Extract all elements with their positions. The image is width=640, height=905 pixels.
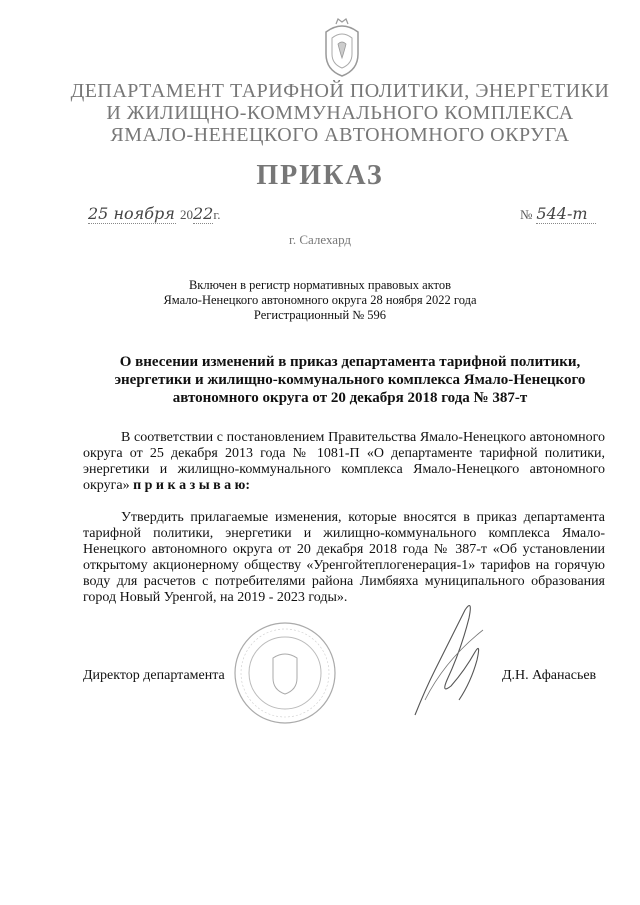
order-date [88,204,248,224]
body-paragraph-2: Утвердить прилагаемые изменения, которые вносятся в приказ департамента тарифной политики, энергетики и жилищно-коммунального комплекса Ямало-Ненецкого автономного округа от 20 декабря 2018 года № 387-т «Об установлении открытому акционерному обществу «Уренгойтеплогенерация-1» тарифов на горячую воду для расчетов с потребителями района Лимбяяха муниципального образования город Новый Уренгой, на 2019 - 2023 годы». [83,510,605,605]
order-number [520,204,610,224]
order-keyword: п р и к а з ы в а ю: [133,478,251,493]
signatory-position: Директор департамента [83,668,225,683]
number-handwritten: 544-т [536,204,596,224]
number-label: № [520,207,533,222]
registration-line-2: Ямало-Ненецкого автономного округа 28 ноября 2022 года [163,293,477,307]
department-name-line-1: ДЕПАРТАМЕНТ ТАРИФНОЙ ПОЛИТИКИ, ЭНЕРГЕТИКИ [70,80,610,102]
signatory-name: Д.Н. Афанасьев [502,668,597,683]
department-name-line-3: ЯМАЛО-НЕНЕЦКОГО АВТОНОМНОГО ОКРУГА [110,124,570,146]
paragraph-1-text: В соответствии с постановлением Правительства Ямало-Ненецкого автономного округа от 25 декабря 2013 года № 1081-П «О департаменте тарифной политики, энергетики и жилищно-коммунального комплекса Ямало-Ненецкого автономного округа» [83,430,605,493]
document-title: ПРИКАЗ [256,160,384,191]
year-handwritten: 22 [193,204,214,223]
year-prefix: 20 [180,207,193,222]
department-name-line-2: И ЖИЛИЩНО-КОММУНАЛЬНОГО КОМПЛЕКСА [106,102,574,124]
year-suffix: г. [213,207,221,222]
city: г. Салехард [288,232,352,247]
coat-of-arms-emblem [318,18,366,78]
handwritten-signature [395,590,505,720]
official-stamp [230,618,340,728]
date-handwritten: 25 ноября [88,204,175,223]
document-subject: О внесении изменений в приказ департамента тарифной политики, энергетики и жилищно-коммунального комплекса Ямало-Ненецкого автономного округа от 20 декабря 2018 года № 387-т [114,354,586,406]
body-paragraph-1 [83,430,605,494]
registration-line-3: Регистрационный № 596 [253,308,387,322]
registration-block [0,278,640,323]
registration-line-1: Включен в регистр нормативных правовых актов [188,278,452,292]
